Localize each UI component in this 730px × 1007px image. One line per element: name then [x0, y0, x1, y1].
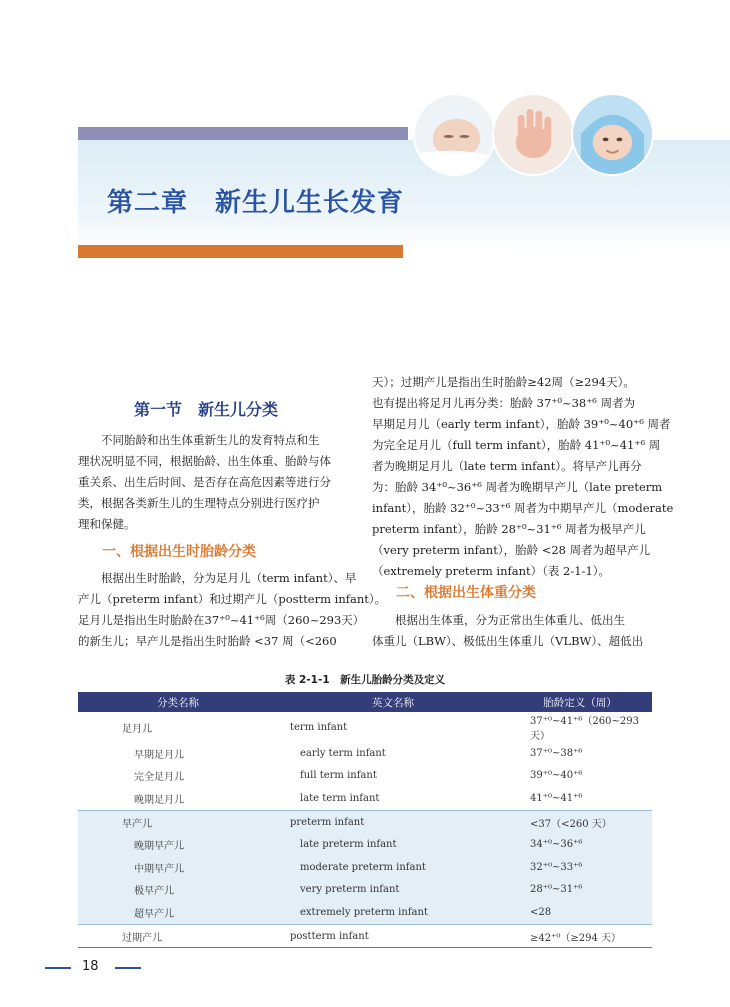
left-column-para: [78, 568, 387, 652]
definition: 39⁺⁰~40⁺⁶: [530, 770, 583, 782]
para-line: 早期足月儿（early term infant），胎龄 39⁺⁰~40⁺⁶ 周者: [372, 417, 671, 431]
column-header: 分类名称: [78, 692, 278, 712]
para-line: 根据出生时胎龄，分为足月儿（term infant）、早: [101, 571, 357, 585]
column-header: 英文名称: [278, 692, 508, 712]
definition: <37（<260 天）: [508, 810, 652, 833]
english-name: preterm infant: [278, 810, 508, 833]
para-line: 产儿（preterm infant）和过期产儿（postterm infant）。: [78, 592, 387, 606]
para-line: 者为晚期足月儿（late term infant）。将早产儿再分: [372, 459, 642, 473]
definition: 32⁺⁰~33⁺⁶: [508, 856, 652, 879]
baby-photo-sleeping: [413, 93, 496, 176]
english-name: term infant: [290, 721, 348, 733]
english-name: full term infant: [300, 770, 377, 782]
intro-line: 不同胎龄和出生体重新生儿的发育特点和生: [101, 433, 320, 447]
chapter-title: 第二章 新生儿生长发育: [107, 188, 405, 218]
definition: 34⁺⁰~36⁺⁶: [508, 833, 652, 856]
english-name: early term infant: [300, 747, 386, 759]
table-row: [78, 742, 652, 765]
column-header: 胎龄定义（周）: [508, 692, 652, 712]
para-line: preterm infant），胎龄 28⁺⁰~31⁺⁶ 周者为极早产儿: [372, 522, 646, 536]
english-name: extremely preterm infant: [278, 901, 508, 924]
definition: <28: [508, 901, 652, 924]
table-row: [78, 856, 652, 879]
table-row: [78, 787, 652, 810]
category-name: 晚期早产儿: [78, 833, 278, 856]
category-name: 晚期足月儿: [134, 794, 184, 806]
header-orange-bar: [78, 245, 403, 258]
left-column: [78, 430, 368, 535]
para-line: 体重儿（LBW）、极低出生体重儿（VLBW）、超低出: [372, 634, 644, 648]
para-line: infant），胎龄 32⁺⁰~33⁺⁶ 周者为中期早产儿（moderate: [372, 501, 674, 515]
para-line: 为完全足月儿（full term infant），胎龄 41⁺⁰~41⁺⁶ 周: [372, 438, 661, 452]
category-name: 完全足月儿: [134, 772, 184, 784]
definition: 41⁺⁰~41⁺⁶: [530, 792, 583, 804]
gestational-age-table: [78, 692, 652, 948]
table-header-row: [78, 692, 652, 712]
category-name: 中期早产儿: [78, 856, 278, 879]
para-line: 根据出生体重，分为正常出生体重儿、低出生: [395, 613, 625, 627]
definition: 37⁺⁰~41⁺⁶（260~293 天）: [530, 716, 639, 742]
category-name: 超早产儿: [78, 901, 278, 924]
definition: 28⁺⁰~31⁺⁶: [508, 879, 652, 902]
category-name: 早产儿: [78, 810, 278, 833]
header-purple-bar: [78, 127, 408, 140]
para-line: 为：胎龄 34⁺⁰~36⁺⁶ 周者为晚期早产儿（late preterm: [372, 480, 663, 494]
table-row: [78, 901, 652, 924]
para-line: （extremely preterm infant）（表 2-1-1）。: [372, 564, 611, 578]
right-column: [372, 372, 674, 582]
page-number: 18: [82, 959, 99, 974]
category-name: 极早产儿: [78, 879, 278, 902]
table-row: [78, 924, 652, 948]
intro-line: 类，根据各类新生儿的生理特点分别进行医疗护: [78, 496, 320, 510]
english-name: late term infant: [300, 792, 380, 804]
footer-rule-left: [45, 967, 71, 969]
footer-rule-right: [115, 967, 141, 969]
english-name: postterm infant: [278, 924, 508, 948]
para-line: 天）；过期产儿是指出生时胎龄≥42周（≥294天）。: [372, 375, 635, 389]
subheading-birth-weight: 二、根据出生体重分类: [396, 585, 536, 601]
table-row: [78, 810, 652, 833]
table-row: [78, 879, 652, 902]
right-column-para: [372, 610, 662, 652]
intro-line: 理状况明显不同，根据胎龄、出生体重、胎龄与体: [78, 454, 331, 468]
intro-line: 理和保健。: [78, 517, 136, 531]
table-row: [78, 712, 652, 742]
table-row: [78, 833, 652, 856]
table-row: [78, 765, 652, 788]
intro-line: 重关系、出生后时间、是否存在高危因素等进行分: [78, 475, 331, 489]
english-name: moderate preterm infant: [278, 856, 508, 879]
definition: 37⁺⁰~38⁺⁶: [530, 747, 583, 759]
category-name: 过期产儿: [78, 924, 278, 948]
section-title: 第一节 新生儿分类: [134, 400, 279, 419]
english-name: late preterm infant: [278, 833, 508, 856]
baby-hand-photo: [492, 93, 575, 176]
para-line: （very preterm infant），胎龄 <28 周者为超早产儿: [372, 543, 651, 557]
category-name: 足月儿: [122, 723, 152, 735]
baby-photo-smiling: [571, 93, 654, 176]
table-caption: 表 2-1-1 新生儿胎龄分类及定义: [284, 674, 446, 686]
para-line: 也有提出将足月儿再分类：胎龄 37⁺⁰~38⁺⁶ 周者为: [372, 396, 636, 410]
category-name: 早期足月儿: [134, 749, 184, 761]
subheading-gestational-age: 一、根据出生时胎龄分类: [102, 544, 256, 560]
definition: ≥42⁺⁰（≥294 天）: [508, 924, 652, 948]
para-line: 的新生儿；早产儿是指出生时胎龄 <37 周（<260: [78, 634, 337, 648]
para-line: 足月儿是指出生时胎龄在37⁺⁰~41⁺⁶周（260~293天）: [78, 613, 365, 627]
english-name: very preterm infant: [278, 879, 508, 902]
